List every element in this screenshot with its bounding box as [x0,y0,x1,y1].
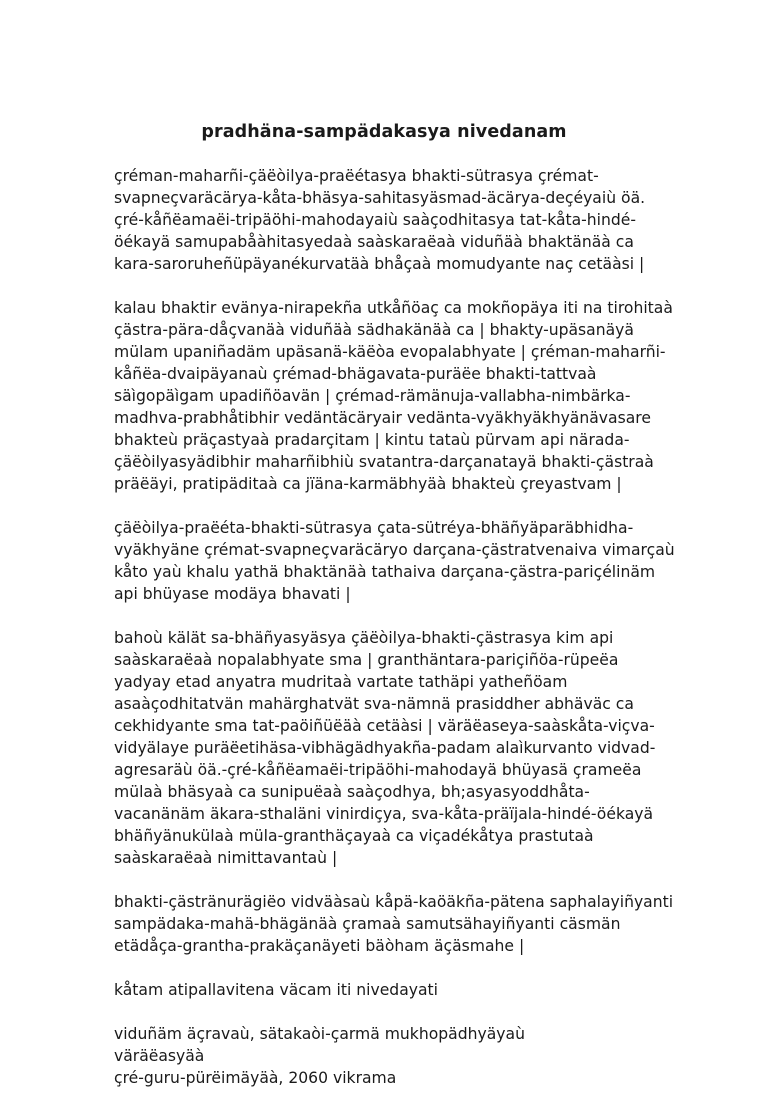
history-paragraph [114,297,714,495]
text-line: säìgopäìgam upadiñöavän | çrémad-rämänuja-vallabha-nimbärka- [114,387,631,405]
appeal-paragraph [114,891,714,957]
text-line: çäëòilya-praëéta-bhakti-sütrasya çata-sütréya-bhäñyäparäbhidha- [114,519,634,537]
text-line: çäëòilyasyädibhir maharñibhiù svatantra-darçanatayä bhakti-çästraà [114,453,654,471]
text-line: väräëasyäà [114,1047,205,1065]
text-line: kåto yaù khalu yathä bhaktänäà tathaiva darçana-çästra-pariçélinäm [114,563,656,581]
text-line: mülam upaniñadäm upäsanä-käëòa evopalabhyate | çréman-maharñi- [114,343,666,361]
signature-block [114,1023,714,1089]
text-line: präëäyi, pratipäditaà ca jïäna-karmäbhyäà bhakteù çreyastvam | [114,475,622,493]
text-line: agresaräù öä.-çré-kåñëamaëi-tripäöhi-mahodayä bhüyasä çrameëa [114,761,642,779]
text-line: etädåça-grantha-prakäçanäyeti bäòham äçäsmahe | [114,937,525,955]
text-line: cekhidyante sma tat-paöiñüëäà cetäàsi | väräëaseya-saàskåta-viçva- [114,717,655,735]
text-line: kåñëa-dvaipäyanaù çrémad-bhägavata-puräëe bhakti-tattvaà [114,365,597,383]
text-line: asaàçodhitatvän mahärghatvät sva-nämnä prasiddher abhäväc ca [114,695,634,713]
text-line: sampädaka-mahä-bhägänäà çramaà samutsähayiñyanti cäsmän [114,915,621,933]
text-line: çästra-pära-dåçvanäà viduñäà sädhakänäà ca | bhakty-upäsanäyä [114,321,634,339]
text-line: çréman-maharñi-çäëòilya-praëétasya bhakti-sütrasya çrémat- [114,167,599,185]
text-line: bahoù kälät sa-bhäñyasyäsya çäëòilya-bhakti-çästrasya kim api [114,629,614,647]
text-line: bhakti-çästränurägiëo vidväàsaù kåpä-kaöäkña-pätena saphalayiñyanti [114,893,674,911]
text-line: viduñäm äçravaù, sätakaòi-çarmä mukhopädhyäyaù [114,1025,525,1043]
text-line: saàskaraëaà nopalabhyate sma | granthäntara-pariçiñöa-rüpeëa [114,651,619,669]
document-body [114,165,714,1111]
text-line: kalau bhaktir evänya-nirapekña utkåñöaç ca mokñopäya iti na tirohitaà [114,299,673,317]
text-line: api bhüyase modäya bhavati | [114,585,351,603]
intro-paragraph [114,165,714,275]
closing-paragraph [114,979,714,1001]
text-line: vidyälaye puräëetihäsa-vibhägädhyakña-padam alaìkurvanto vidvad- [114,739,656,757]
text-line: kåtam atipallavitena väcam iti nivedayati [114,981,438,999]
text-line: vyäkhyäne çrémat-svapneçvaräcäryo darçana-çästratvenaiva vimarçaù [114,541,675,559]
edition-paragraph [114,627,714,869]
page-title: pradhäna-sampädakasya nivedanam [201,122,567,142]
text-line: çré-guru-pürëimäyäà, 2060 vikrama [114,1069,397,1087]
commentary-paragraph [114,517,714,605]
text-line: bhakteù präçastyaà pradarçitam | kintu tataù pürvam api närada- [114,431,630,449]
text-line: öékayä samupabåàhitasyedaà saàskaraëaà viduñäà bhaktänäà ca [114,233,634,251]
text-line: mülaà bhäsyaà ca sunipuëaà saàçodhya, bh;asyasyoddhåta- [114,783,590,801]
text-line: çré-kåñëamaëi-tripäöhi-mahodayaiù saàçodhitasya tat-kåta-hindé- [114,211,637,229]
text-line: vacanänäm äkara-sthaläni vinirdiçya, sva-kåta-präïjala-hindé-öékayä [114,805,654,823]
text-line: svapneçvaräcärya-kåta-bhäsya-sahitasyäsmad-äcärya-deçéyaiù öä. [114,189,646,207]
text-line: madhva-prabhåtibhir vedäntäcäryair vedänta-vyäkhyäkhyänävasare [114,409,651,427]
text-line: bhäñyänukülaà müla-granthäçayaà ca viçadékåtya prastutaà [114,827,594,845]
text-line: yadyay etad anyatra mudritaà vartate tathäpi yatheñöam [114,673,568,691]
text-line: saàskaraëaà nimittavantaù | [114,849,338,867]
text-line: kara-saroruheñüpäyanékurvatäà bhåçaà momudyante naç cetäàsi | [114,255,645,273]
